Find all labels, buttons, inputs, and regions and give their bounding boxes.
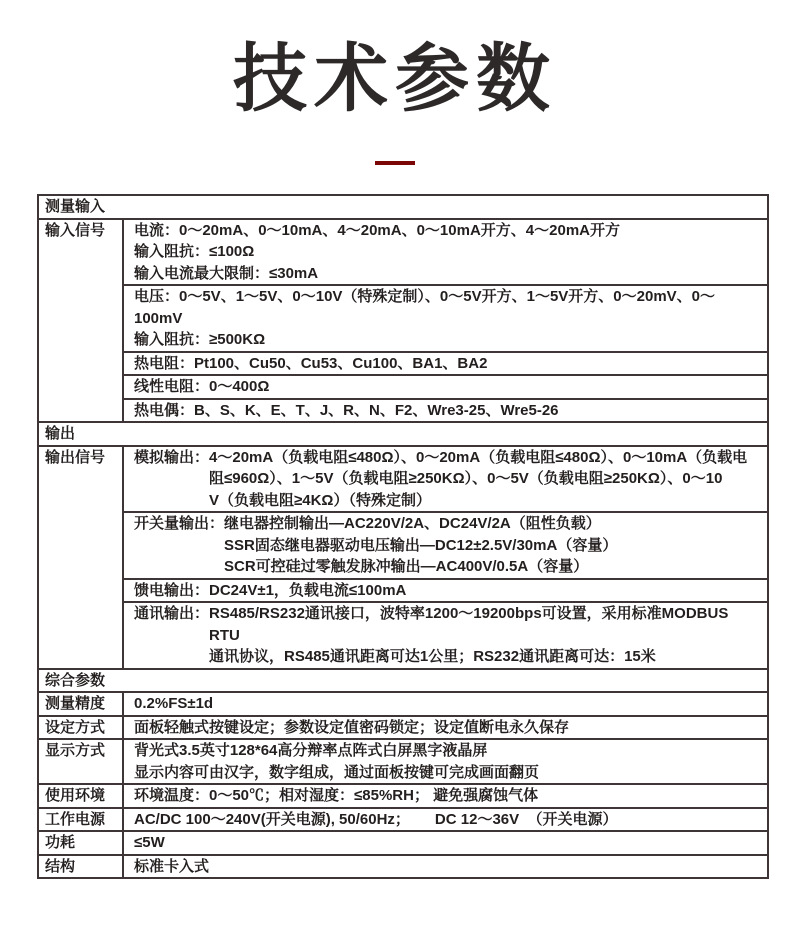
spec-line: SSR固态继电器驱动电压输出—DC12±2.5V/30mA（容量） [224, 536, 618, 554]
row-label-display [39, 740, 124, 783]
spec-line: SCR可控硅过零触发脉冲输出—AC400V/0.5A（容量） [224, 558, 589, 576]
consumption-content [124, 832, 767, 854]
switch-output-lines [224, 513, 763, 578]
structure-cell [124, 856, 767, 878]
row-output-signal [39, 445, 767, 668]
display-content [124, 740, 767, 783]
environment-cell [124, 785, 767, 807]
page-title: 技术参数 [233, 37, 557, 120]
spec-line: AC/DC 100～240V(开关电源), 50/60Hz； DC 12～36V （开关电源） [134, 810, 618, 828]
spec-line: V（负载电阻≥4KΩ）（特殊定制） [209, 491, 431, 509]
row-label-output-signal [39, 447, 124, 668]
setting-cell [124, 717, 767, 739]
row-structure [39, 854, 767, 878]
accuracy-cell [124, 693, 767, 715]
spec-line: 面板轻触式按键设定；参数设定值密码锁定；设定值断电永久保存 [134, 718, 570, 736]
spec-line: 电压：0～5V、1～5V、0～10V（特殊定制）、0～5V开方、1～5V开方、0～20mV、0～100mV [134, 288, 716, 327]
row-label-setting [39, 717, 124, 739]
output-feed-cell [124, 578, 767, 602]
spec-line: 显示内容可由汉字，数字组成，通过面板按键可完成画面翻页 [134, 763, 540, 781]
row-label-text: 输入信号 [45, 221, 106, 239]
spec-line: 通讯协议，RS485通讯距离可达1公里；RS232通讯距离可达：15米 [209, 648, 656, 666]
output-switch-cell [124, 511, 767, 578]
consumption-cell [124, 832, 767, 854]
section-row-general [39, 668, 767, 692]
row-label-text: 设定方式 [45, 718, 106, 736]
spec-line: 阻≤960Ω）、1～5V（负载电阻≥250KΩ）、0～5V（负载电阻≥250KΩ）、0～10 [209, 470, 723, 488]
analog-output-lines [209, 447, 763, 512]
row-label-environment [39, 785, 124, 807]
row-label-text: 工作电源 [45, 810, 106, 828]
row-label-text: 功耗 [45, 834, 76, 852]
input-signal-voltage-cell [124, 284, 767, 351]
section-label-output: 输出 [45, 425, 76, 443]
output-analog-cell [124, 447, 767, 512]
section-row-output [39, 421, 767, 445]
row-setting [39, 715, 767, 739]
row-label-text: 测量精度 [45, 695, 106, 713]
row-label-text: 显示方式 [45, 742, 106, 760]
spec-line: 0.2%FS±1d [134, 695, 214, 713]
input-signal-thermocouple-cell [124, 398, 767, 422]
spec-line: 环境温度：0～50℃；相对湿度：≤85%RH； 避免强腐蚀气体 [134, 787, 539, 805]
row-label-text: 结构 [45, 857, 76, 875]
row-input-signal [39, 218, 767, 422]
row-consumption [39, 830, 767, 854]
environment-content [124, 785, 767, 807]
row-label-consumption [39, 832, 124, 854]
spec-line: 热电阻：Pt100、Cu50、Cu53、Cu100、BA1、BA2 [134, 354, 488, 372]
spec-line: 标准卡入式 [134, 857, 210, 875]
row-label-text: 使用环境 [45, 787, 106, 805]
spec-line: 4～20mA（负载电阻≤480Ω）、0～20mA（负载电阻≤480Ω）、0～10mA（负载电 [209, 448, 748, 466]
row-label-power [39, 809, 124, 831]
output-signal-content [124, 447, 767, 668]
row-accuracy [39, 691, 767, 715]
input-signal-current-cell [124, 220, 767, 285]
input-signal-linear-resistance-cell [124, 374, 767, 398]
spec-line: 线性电阻：0～400Ω [134, 378, 270, 396]
spec-line: 热电偶：B、S、K、E、T、J、R、N、F2、Wre3-25、Wre5-26 [134, 401, 559, 419]
analog-output-label: 模拟输出： [134, 448, 210, 466]
input-signal-content [124, 220, 767, 422]
accuracy-content [124, 693, 767, 715]
section-row-measure-input [39, 196, 767, 218]
title-underline-decoration [375, 161, 415, 165]
row-label-input-signal [39, 220, 124, 422]
spec-line: 背光式3.5英寸128*64高分辩率点阵式白屏黑字液晶屏 [134, 742, 488, 760]
setting-content [124, 717, 767, 739]
comm-output-lines [209, 603, 763, 668]
spec-line: ≤5W [134, 834, 165, 852]
spec-line: 输入阻抗：≤100Ω [134, 243, 255, 261]
section-label-general: 综合参数 [45, 671, 106, 689]
power-content [124, 809, 767, 831]
spec-line: 电流：0～20mA、0～10mA、4～20mA、0～10mA开方、4～20mA开方 [134, 221, 620, 239]
power-cell [124, 809, 767, 831]
comm-output-label: 通讯输出： [134, 605, 210, 623]
output-comm-cell [124, 601, 767, 668]
input-signal-rtd-cell [124, 351, 767, 375]
row-power [39, 807, 767, 831]
structure-content [124, 856, 767, 878]
switch-output-label: 开关量输出： [134, 515, 225, 533]
display-cell [124, 740, 767, 783]
page [0, 36, 790, 879]
spec-line: RS485/RS232通讯接口，波特率1200～19200bps可设置，采用标准MODBUS RTU [209, 605, 733, 644]
row-label-text: 输出信号 [45, 448, 106, 466]
spec-line: 输入阻抗：≥500KΩ [134, 331, 266, 349]
spec-line: 继电器控制输出—AC220V/2A、DC24V/2A（阻性负载） [224, 515, 601, 533]
spec-line: 输入电流最大限制：≤30mA [134, 264, 319, 282]
spec-line: 馈电输出：DC24V±1，负载电流≤100mA [134, 581, 407, 599]
spec-table [37, 194, 769, 879]
row-label-structure [39, 856, 124, 878]
row-environment [39, 783, 767, 807]
row-label-accuracy [39, 693, 124, 715]
section-label-measure-input: 测量输入 [45, 198, 106, 216]
row-display [39, 738, 767, 783]
